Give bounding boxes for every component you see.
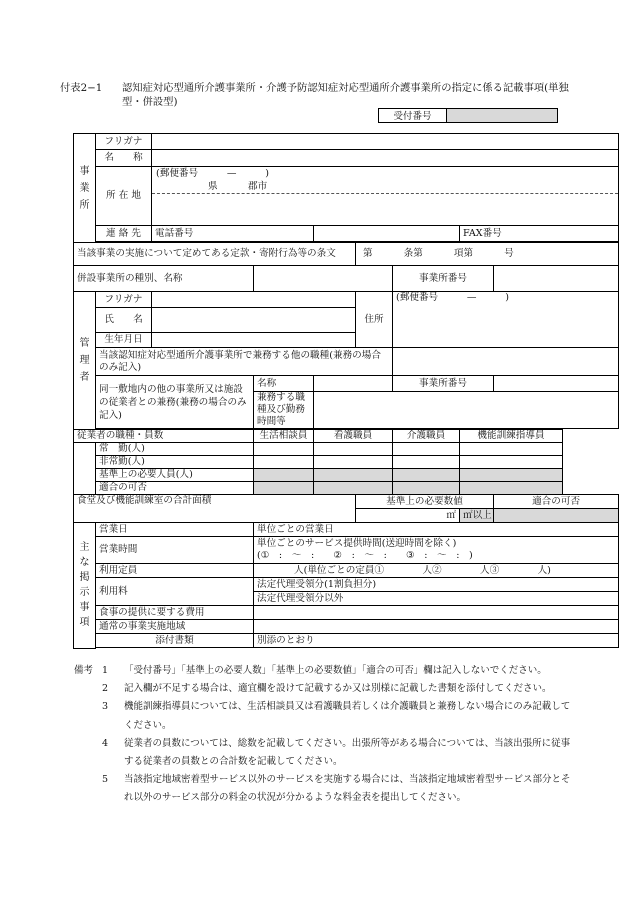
manager-other-duty-field[interactable] bbox=[393, 348, 619, 376]
reg-num: 号 bbox=[504, 248, 514, 259]
fee-field-2[interactable] bbox=[254, 592, 619, 606]
office-postal: (郵便番号 — ) bbox=[156, 168, 270, 179]
office-city: 郡市 bbox=[248, 181, 268, 192]
staff-cell[interactable] bbox=[460, 443, 563, 456]
manager-duty-hours-label: 兼務する職種及び勤務時間等 bbox=[254, 392, 314, 429]
office-contact-label: 連 絡 先 bbox=[96, 226, 152, 242]
office-furigana-label: フリガナ bbox=[96, 134, 152, 150]
area-label: 通常の事業実施地域 bbox=[96, 620, 254, 634]
capacity-label: 利用定員 bbox=[96, 564, 254, 578]
manager-name-field[interactable] bbox=[152, 308, 356, 333]
manager-site-office-number-field[interactable] bbox=[494, 376, 619, 392]
form-title-label: 付表2−1 bbox=[60, 82, 103, 94]
staff-cell bbox=[393, 469, 460, 482]
manager-duty-hours-field[interactable] bbox=[314, 392, 619, 429]
manager-site-name-field[interactable] bbox=[314, 376, 393, 392]
attach-value: 別添のとおり bbox=[257, 634, 315, 646]
attach-field bbox=[254, 634, 619, 648]
days-field[interactable] bbox=[254, 523, 619, 537]
manager-furigana-label: フリガナ bbox=[96, 292, 152, 308]
hours-value-2: (① : 〜 : ② : 〜 : ③ : 〜 : ) bbox=[257, 550, 473, 561]
staff-cell bbox=[314, 482, 393, 495]
manager-other-duty-label: 当該認知症対応型通所介護事業所で兼務する他の職種(兼務の場合のみ記入) bbox=[96, 348, 393, 376]
annex-field[interactable] bbox=[254, 266, 393, 292]
hours-label: 営業時間 bbox=[96, 537, 254, 564]
manager-site-name-label: 名称 bbox=[254, 376, 314, 392]
office-pref: 県 bbox=[208, 181, 218, 192]
office-phone-label: 電話番号 bbox=[152, 226, 314, 242]
manager-same-site-label: 同一敷地内の他の事業所又は施設の従業者との兼務(兼務の場合のみ記入) bbox=[96, 376, 254, 429]
form-title-text: 認知症対応型通所介護事業所・介護予防認知症対応型通所介護事業所の指定に係る記載事項(単独型・併設型) bbox=[122, 82, 569, 108]
notes bbox=[74, 662, 574, 808]
note-number: 4 bbox=[102, 737, 109, 749]
regulation-label: 当該事業の実施について定めてある定款・寄附行為等の条文 bbox=[74, 243, 356, 266]
manager-birth-field[interactable] bbox=[152, 333, 356, 348]
staff-cell bbox=[460, 469, 563, 482]
hours-value: 単位ごとのサービス提供時間(送迎時間を除く) bbox=[257, 538, 457, 549]
fee-value-2: 法定代理受領分以外 bbox=[257, 592, 344, 604]
capacity-value: 人(単位ごとの定員① 人② 人③ 人) bbox=[294, 564, 551, 576]
manager-name-label: 氏 名 bbox=[96, 308, 152, 333]
regulation-field[interactable] bbox=[356, 243, 619, 266]
fee-field-1[interactable] bbox=[254, 578, 619, 592]
staff-cell bbox=[254, 482, 314, 495]
dining-fit-field bbox=[494, 509, 619, 523]
office-name-label: 名 称 bbox=[96, 150, 152, 167]
form-title bbox=[60, 81, 570, 109]
attach-label: 添付書類 bbox=[96, 634, 254, 648]
office-furigana-field[interactable] bbox=[152, 134, 619, 150]
note-text: 機能訓練指導員については、生活相談員又は看護職員若しくは介護職員と兼務しない場合にのみ記載してください。 bbox=[124, 701, 571, 731]
staff-col-trainer: 機能訓練指導員 bbox=[460, 430, 563, 443]
fee-value-1: 法定代理受領分(1割負担分) bbox=[257, 578, 377, 590]
dining-label: 食堂及び機能訓練室の合計面積 bbox=[74, 495, 356, 523]
staff-cell bbox=[314, 469, 393, 482]
staff-row-parttime: 非常勤(人) bbox=[96, 456, 254, 469]
note-number: 5 bbox=[102, 774, 109, 786]
staff-col-counselor: 生活相談員 bbox=[254, 430, 314, 443]
staff-col-caregiver: 介護職員 bbox=[393, 430, 460, 443]
staff-cell bbox=[393, 482, 460, 495]
manager-postal: (郵便番号 — ) bbox=[396, 292, 510, 303]
staff-cell bbox=[254, 469, 314, 482]
note-text: 従業者の員数については、総数を記載してください。出張所等がある場合については、当該出張所に従事する従業者の員数との合計数を記載してください。 bbox=[124, 737, 571, 768]
staff-col-nurse: 看護職員 bbox=[314, 430, 393, 443]
annex-label: 併設事業所の種別、名称 bbox=[74, 266, 254, 292]
staff-cell bbox=[460, 482, 563, 495]
staff-cell[interactable] bbox=[314, 456, 393, 469]
annex-office-number-label: 事業所番号 bbox=[393, 266, 494, 292]
office-phone-field[interactable] bbox=[314, 226, 460, 242]
manager-birth-label: 生年月日 bbox=[96, 333, 152, 348]
dining-required-label: 基準上の必要数値 bbox=[356, 495, 494, 509]
note-number: 3 bbox=[102, 701, 109, 713]
staff-header: 従業者の職種・員数 bbox=[74, 430, 254, 443]
reg-clause: 条第 bbox=[403, 248, 423, 259]
area-field[interactable] bbox=[254, 620, 619, 634]
staff-cell[interactable] bbox=[254, 443, 314, 456]
staff-cell[interactable] bbox=[393, 456, 460, 469]
manager-furigana-field[interactable] bbox=[152, 292, 356, 308]
days-label: 営業日 bbox=[96, 523, 254, 537]
dining-required-field bbox=[460, 509, 494, 523]
meal-label: 食事の提供に要する費用 bbox=[96, 606, 254, 620]
reg-article: 第 bbox=[363, 248, 373, 259]
hours-field[interactable] bbox=[254, 537, 619, 564]
staff-cell[interactable] bbox=[314, 443, 393, 456]
note-number: 1 bbox=[102, 665, 109, 676]
office-fax-label: FAX番号 bbox=[460, 226, 619, 242]
reg-item: 項第 bbox=[453, 248, 474, 259]
note-text: 記入欄が不足する場合は、適宜欄を設けて記載するか又は別様に記載した書類を添付してください。 bbox=[124, 683, 552, 695]
note-text: 当該指定地域密着型サービス以外のサービスを実施する場合には、当該指定地域密着型サービス部分とそれ以外のサービス部分の料金の状況が分かるような料金表を提出してください。 bbox=[124, 774, 571, 804]
staff-cell[interactable] bbox=[393, 443, 460, 456]
staff-cell[interactable] bbox=[254, 456, 314, 469]
form-table bbox=[73, 133, 619, 649]
fee-label: 利用料 bbox=[96, 578, 254, 606]
annex-office-number-field[interactable] bbox=[494, 266, 619, 292]
staff-row-required: 基準上の必要人員(人) bbox=[96, 469, 254, 482]
manager-site-office-number-label: 事業所番号 bbox=[393, 376, 494, 392]
office-address-label: 所 在 地 bbox=[96, 167, 152, 226]
receipt-number-label: 受付番号 bbox=[378, 108, 447, 123]
office-address-field[interactable] bbox=[152, 167, 619, 226]
dining-unit-min: ㎡以上 bbox=[463, 509, 492, 521]
staff-row-fit: 適合の可否 bbox=[96, 482, 254, 495]
note-text: 「受付番号」「基準上の必要人数」「基準上の必要数値」「適合の可否」欄は記入しないでください。 bbox=[124, 665, 547, 676]
manager-address-label: 住所 bbox=[356, 292, 393, 348]
manager-address-field[interactable] bbox=[393, 292, 619, 348]
dining-fit-label: 適合の可否 bbox=[494, 495, 619, 509]
office-name-field[interactable] bbox=[152, 150, 619, 167]
staff-row-fulltime: 常 勤(人) bbox=[96, 443, 254, 456]
staff-cell[interactable] bbox=[460, 456, 563, 469]
notes-label: 備考 bbox=[74, 665, 94, 676]
dining-unit: ㎡ bbox=[446, 509, 456, 521]
main-items-section-label: 主な掲示事項 bbox=[74, 523, 96, 649]
manager-section-label: 管理者 bbox=[74, 292, 96, 430]
meal-field[interactable] bbox=[254, 606, 619, 620]
days-value: 単位ごとの営業日 bbox=[257, 523, 334, 535]
note-number: 2 bbox=[102, 683, 109, 695]
office-section-label: 事業所 bbox=[74, 134, 96, 243]
dining-area-field[interactable] bbox=[356, 509, 460, 523]
receipt-number-field bbox=[446, 108, 558, 123]
capacity-field[interactable] bbox=[254, 564, 619, 578]
